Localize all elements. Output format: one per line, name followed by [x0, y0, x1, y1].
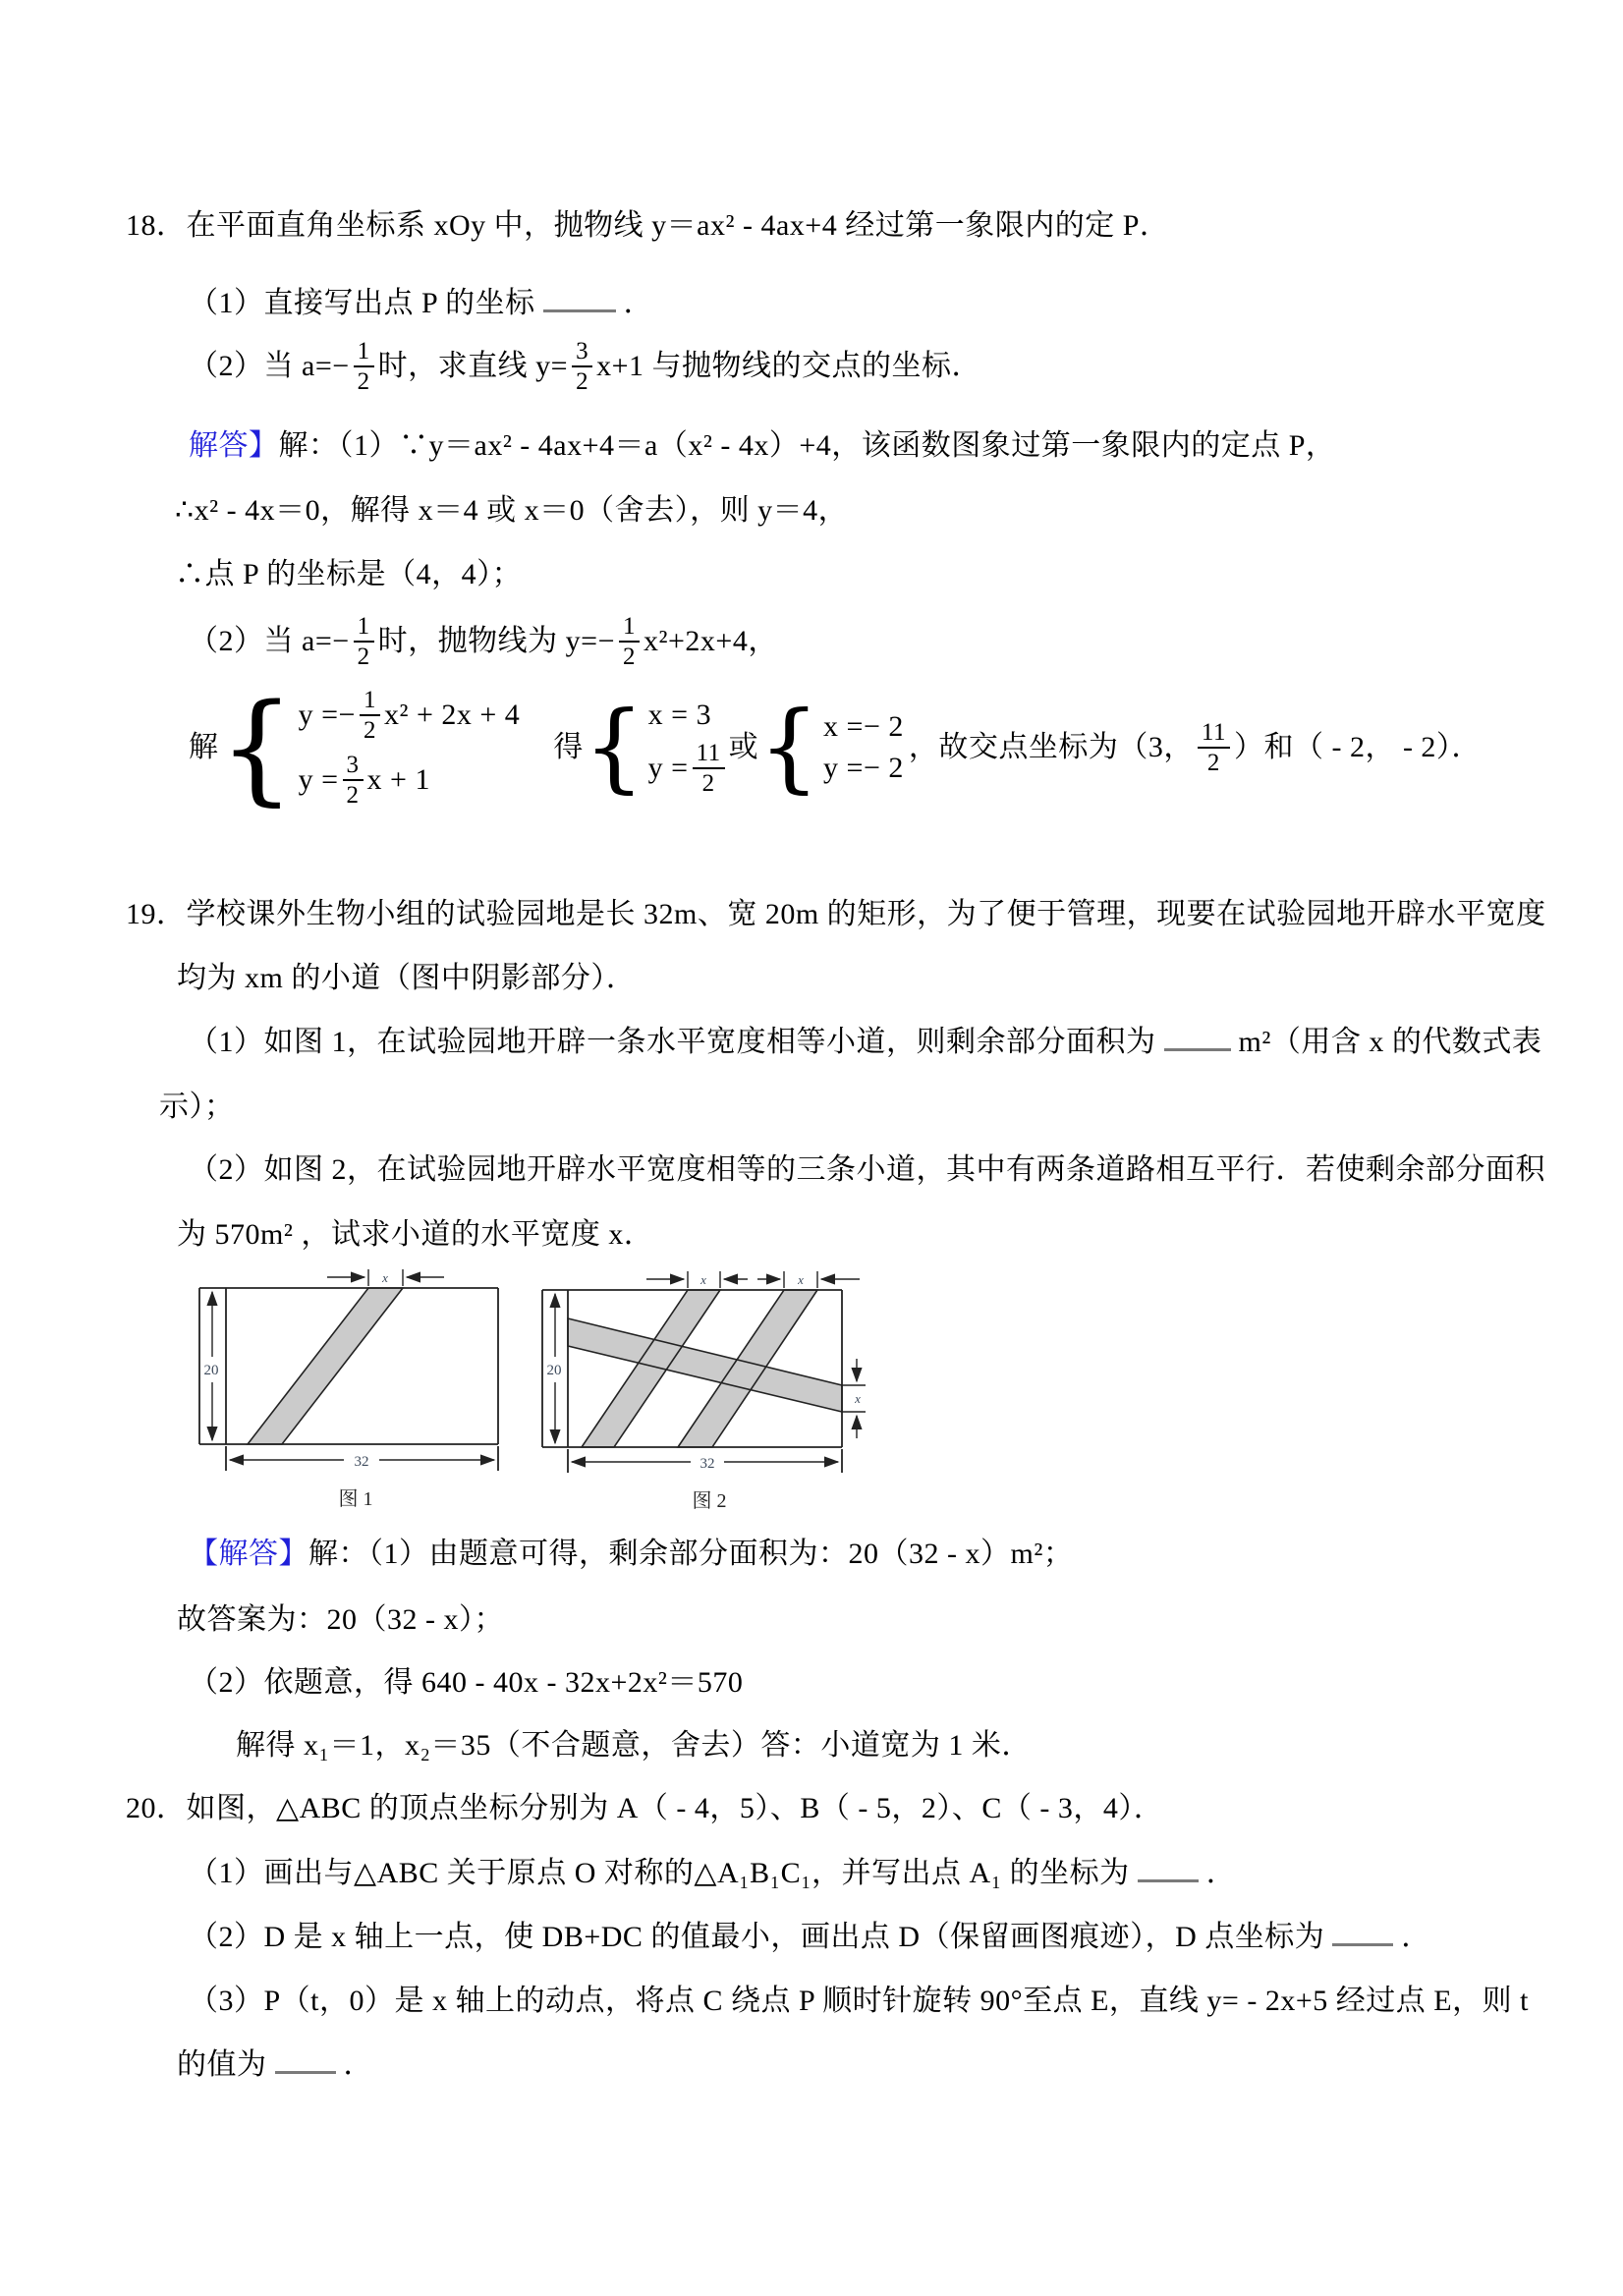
- conclusion-post: ）和（ - 2， - 2）．: [1233, 731, 1482, 763]
- p19-solution-line2: 故答案为：20（32 - x）；: [177, 1603, 504, 1636]
- p18-solution-line1: [189, 428, 1335, 464]
- path-width-dimension-2: [757, 1271, 860, 1288]
- p20-q2: [189, 1920, 1431, 1955]
- p18-solution-line4: [189, 607, 778, 676]
- shaded-path-band: [248, 1288, 403, 1444]
- p20-stem: 20．如图，△ABC 的顶点坐标分别为 A（ - 4，5）、B（ - 5，2）、C（ - 3，4）．: [126, 1792, 1164, 1824]
- figure-2-caption: 图 2: [692, 1490, 727, 1512]
- p18-q1-period: ．: [623, 287, 654, 319]
- path-width-label: x: [382, 1270, 388, 1285]
- p18-q2-mid: 时，求直线 y=: [377, 350, 569, 382]
- p18-sol4-post: x²+2x+4，: [644, 625, 778, 657]
- p20-q3-period: ．: [343, 2048, 373, 2081]
- p19-stem-line1: 19．学校课外生物小组的试验园地是长 32m、宽 20m 的矩形，为了便于管理，现要在试验园地开辟水平宽度: [126, 898, 1546, 930]
- p18-solution-line2: ∴x² - 4x＝0，解得 x＝4 或 x＝0（舍去），则 y＝4，: [175, 494, 849, 527]
- width-label: 32: [700, 1456, 715, 1472]
- p19-q2-line2: 为 570m² ，试求小道的水平宽度 x．: [177, 1218, 654, 1251]
- p19-solution-line3: （2）依题意，得 640 - 40x - 32x+2x²＝570: [189, 1666, 744, 1699]
- p18-solution-line3: ∴点 P 的坐标是（4，4）；: [175, 558, 523, 590]
- path-width-label-2: x: [798, 1272, 804, 1287]
- p19-q1-text: （1）如图 1，在试验园地开辟一条水平宽度相等小道，则剩余部分面积为: [189, 1026, 1156, 1058]
- p18-sol4-mid: 时，抛物线为 y=−: [377, 625, 615, 657]
- p20-q1-text: （1）画出与△ABC 关于原点 O 对称的△A₁B₁C₁，并写出点 A₁ 的坐标为: [189, 1857, 1130, 1889]
- p19-q1: [189, 1025, 1541, 1060]
- width-label: 32: [354, 1454, 369, 1470]
- p20-q3-text: 的值为: [177, 2048, 267, 2081]
- equation-1: y =− $\frac{1}{2}$ x² + 2x + 4: [298, 687, 521, 744]
- p20-q1-period: ．: [1205, 1857, 1237, 1889]
- p18-q2: [189, 332, 981, 401]
- fraction: $\frac{1}{2}$: [360, 686, 380, 745]
- figure-1-caption: 图 1: [338, 1488, 373, 1510]
- p19-q2-line1: （2）如图 2，在试验园地开辟水平宽度相等的三条小道，其中有两条道路相互平行．若使剩余部分面积: [189, 1153, 1545, 1186]
- fraction: $\frac{1}{2}$: [619, 612, 640, 671]
- p20-q3-line1: （3）P（t，0）是 x 轴上的动点，将点 C 绕点 P 顺时针旋转 90°至点 E，直线 y= - 2x+5 经过点 E，则 t: [189, 1985, 1529, 2017]
- solution-stack-1: x = 3 y = $\frac{11}{2}$: [648, 698, 729, 798]
- figure-1: [187, 1262, 521, 1518]
- equation-2: y = $\frac{3}{2}$ x + 1: [298, 752, 430, 809]
- answer-blank: [275, 2049, 336, 2074]
- p18-q1-text: （1）直接写出点 P 的坐标: [189, 287, 535, 319]
- p18-q2-post: x+1 与抛物线的交点的坐标．: [596, 350, 981, 382]
- answer-blank: [1164, 1027, 1231, 1051]
- solve-label: 解: [189, 731, 219, 763]
- p20-q2-period: ．: [1401, 1921, 1431, 1953]
- p19-sol1-text: 解：（1）由题意可得，剩余部分面积为：20（32 - x）m²；: [308, 1538, 1074, 1570]
- p19-q1-cont: 示）；: [159, 1091, 235, 1123]
- left-brace: {: [218, 678, 296, 817]
- p18-stem: 18．在平面直角坐标系 xOy 中，抛物线 y＝ax² - 4ax+4 经过第一象限内的定 P．: [126, 209, 1170, 242]
- p18-q2-pre: （2）当 a=−: [189, 350, 350, 382]
- height-label: 20: [203, 1363, 219, 1378]
- solution-label: 解答】: [189, 429, 279, 462]
- fraction: $\frac{11}{2}$: [1198, 718, 1230, 777]
- p18-sol1-text: 解：（1）∵y＝ax² - 4ax+4＝a（x² - 4x）+4，该函数图象过第一象限内的定点 P，: [278, 429, 1336, 462]
- fraction: $\frac{11}{2}$: [693, 739, 725, 798]
- p19-solution-line1: [189, 1537, 1073, 1572]
- conclusion-pre: ，故交点坐标为（3，: [908, 731, 1194, 763]
- path-width-label-1: x: [700, 1272, 706, 1287]
- fraction: $\frac{3}{2}$: [572, 337, 592, 396]
- path-width-label-right: x: [855, 1391, 861, 1406]
- solution-label: 【解答】: [189, 1538, 308, 1570]
- figure-2: [535, 1262, 899, 1520]
- equation-stack: [299, 686, 521, 810]
- height-label: 20: [546, 1363, 562, 1378]
- answer-blank: [1138, 1858, 1199, 1882]
- p18-sol4-pre: （2）当 a=−: [189, 625, 350, 657]
- left-brace: {: [758, 692, 821, 804]
- fraction: $\frac{1}{2}$: [354, 337, 374, 396]
- p19-stem-line2: 均为 xm 的小道（图中阴影部分）．: [177, 962, 637, 994]
- get-label: 得: [553, 731, 584, 763]
- answer-blank: [1332, 1922, 1393, 1946]
- p18-system-row: [189, 678, 1482, 817]
- fraction: $\frac{3}{2}$: [343, 751, 364, 810]
- p20-q3-line2: [177, 2047, 373, 2083]
- or-label: 或: [728, 731, 759, 763]
- solution-stack-2: x =− 2 y =− 2: [823, 710, 904, 784]
- answer-blank: [543, 288, 616, 312]
- p19-solution-line4: 解得 x₁＝1，x₂＝35（不合题意，舍去）答：小道宽为 1 米．: [236, 1729, 1032, 1762]
- path-width-dimension-1: [646, 1271, 748, 1288]
- path-width-dimension-right: [842, 1359, 866, 1438]
- p19-q1-post: m²（用含 x 的代数式表: [1238, 1026, 1542, 1058]
- p20-q2-text: （2）D 是 x 轴上一点，使 DB+DC 的值最小，画出点 D（保留画图痕迹），D 点坐标为: [189, 1921, 1325, 1953]
- left-brace: {: [583, 692, 645, 804]
- p20-q1: [189, 1856, 1236, 1891]
- fraction: $\frac{1}{2}$: [354, 612, 374, 671]
- p18-q1: [189, 286, 653, 321]
